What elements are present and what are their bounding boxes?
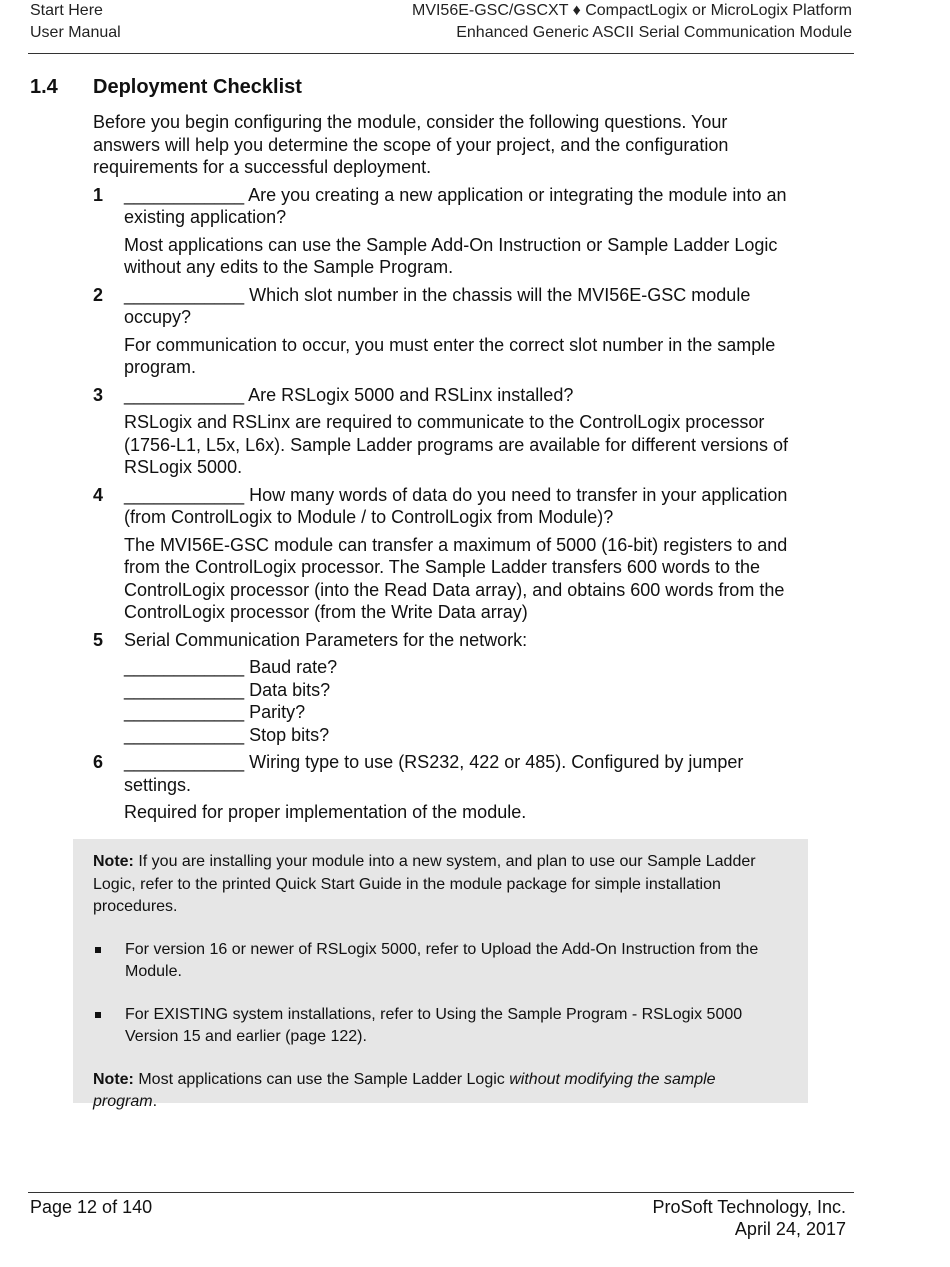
header-doc-type: User Manual [30, 24, 121, 41]
note-paragraph [93, 851, 763, 919]
note-bullet-text: For version 16 or newer of RSLogix 5000, refer to Upload the Add-On Instruction from the Module. [125, 940, 759, 980]
checklist-item [93, 484, 793, 624]
bullet-square-icon [95, 1012, 101, 1018]
header-divider [28, 53, 854, 54]
bullet-square-icon [95, 947, 101, 953]
running-header-right [412, 0, 852, 44]
item-question: ____________ Are RSLogix 5000 and RSLinx installed? [124, 384, 574, 405]
footer-divider [28, 1192, 854, 1193]
item-question: ____________ Wiring type to use (RS232, 422 or 485). Configured by jumper settings. [124, 752, 744, 795]
checklist-item [93, 184, 793, 279]
checklist-item [93, 751, 793, 824]
item-question: ____________ Are you creating a new application or integrating the module into an existing application? [124, 184, 787, 227]
item-number: 5 [93, 629, 104, 650]
param-stop-bits: ____________ Stop bits? [124, 724, 330, 745]
checklist-item [93, 284, 793, 379]
item-explanation: Required for proper implementation of the module. [124, 802, 527, 822]
footer-date: April 24, 2017 [734, 1219, 846, 1239]
item-number: 1 [93, 184, 104, 205]
note-bullet [93, 939, 763, 984]
item-question: Serial Communication Parameters for the network: [124, 629, 528, 650]
section-number: 1.4 [30, 76, 58, 98]
param-parity: ____________ Parity? [124, 702, 306, 722]
header-product-desc: Enhanced Generic ASCII Serial Communication Module [456, 24, 852, 41]
item-explanation: For communication to occur, you must enter the correct slot number in the sample program. [124, 334, 776, 377]
note-label: Note: [93, 853, 134, 870]
note-text: Most applications can use the Sample Ladder Logic [133, 1070, 510, 1088]
header-chapter: Start Here [30, 2, 103, 19]
item-question: ____________ Which slot number in the chassis will the MVI56E-GSC module occupy? [124, 284, 751, 327]
note-label: Note: [93, 1070, 134, 1088]
note-box [73, 839, 808, 1110]
section-title: Deployment Checklist [93, 76, 302, 98]
header-product: MVI56E-GSC/GSCXT ♦ CompactLogix or MicroLogix Platform [411, 2, 852, 19]
intro-paragraph: Before you begin configuring the module, consider the following questions. Your answers will help you determine the scope of your project, and the configuration requirements for a successful deployment. [93, 112, 729, 177]
param-data-bits: ____________ Data bits? [124, 679, 331, 700]
serial-params-list [124, 656, 793, 746]
running-header-left [30, 0, 121, 44]
item-number: 3 [93, 384, 104, 405]
note-bullet-text: For EXISTING system installations, refer to Using the Sample Program - RSLogix 5000 Version 15 and earlier (page 122). [125, 1005, 743, 1045]
note-bullet [93, 1004, 763, 1049]
checklist-item [93, 629, 793, 747]
item-explanation: The MVI56E-GSC module can transfer a maximum of 5000 (16-bit) registers to and from the ControlLogix processor. The Sample Ladder transfers 600 words to the ControlLogix processor (into the Read Data array), and obtains 600 words from the ControlLogix processor (from the Write Data array) [124, 534, 788, 622]
page-number: Page 12 of 140 [30, 1197, 153, 1217]
item-number: 4 [93, 484, 104, 505]
checklist-item [93, 384, 793, 479]
note-text: If you are installing your module into a new system, and plan to use our Sample Ladder Logic, refer to the printed Quick Start Guide in the module package for simple installation procedures. [93, 853, 756, 915]
item-explanation: Most applications can use the Sample Add-On Instruction or Sample Ladder Logic without any edits to the Sample Program. [124, 234, 778, 277]
footer-company: ProSoft Technology, Inc. [652, 1197, 846, 1217]
note-emphasis: without modifying the sample program [93, 1070, 716, 1110]
item-number: 2 [93, 284, 104, 305]
footer-right [653, 1196, 846, 1240]
item-explanation: RSLogix and RSLinx are required to communicate to the ControlLogix processor (1756-L1, L5x, L6x). Sample Ladder programs are available for different versions of RSLogix 5000. [124, 412, 789, 477]
note-text-end: . [152, 1093, 158, 1110]
note-paragraph [93, 1069, 763, 1114]
param-baud-rate: ____________ Baud rate? [124, 657, 338, 677]
section-body [93, 111, 793, 824]
item-question: ____________ How many words of data do you need to transfer in your application (from ControlLogix to Module / to ControlLogix from Module)? [124, 484, 788, 527]
item-number: 6 [93, 752, 104, 772]
